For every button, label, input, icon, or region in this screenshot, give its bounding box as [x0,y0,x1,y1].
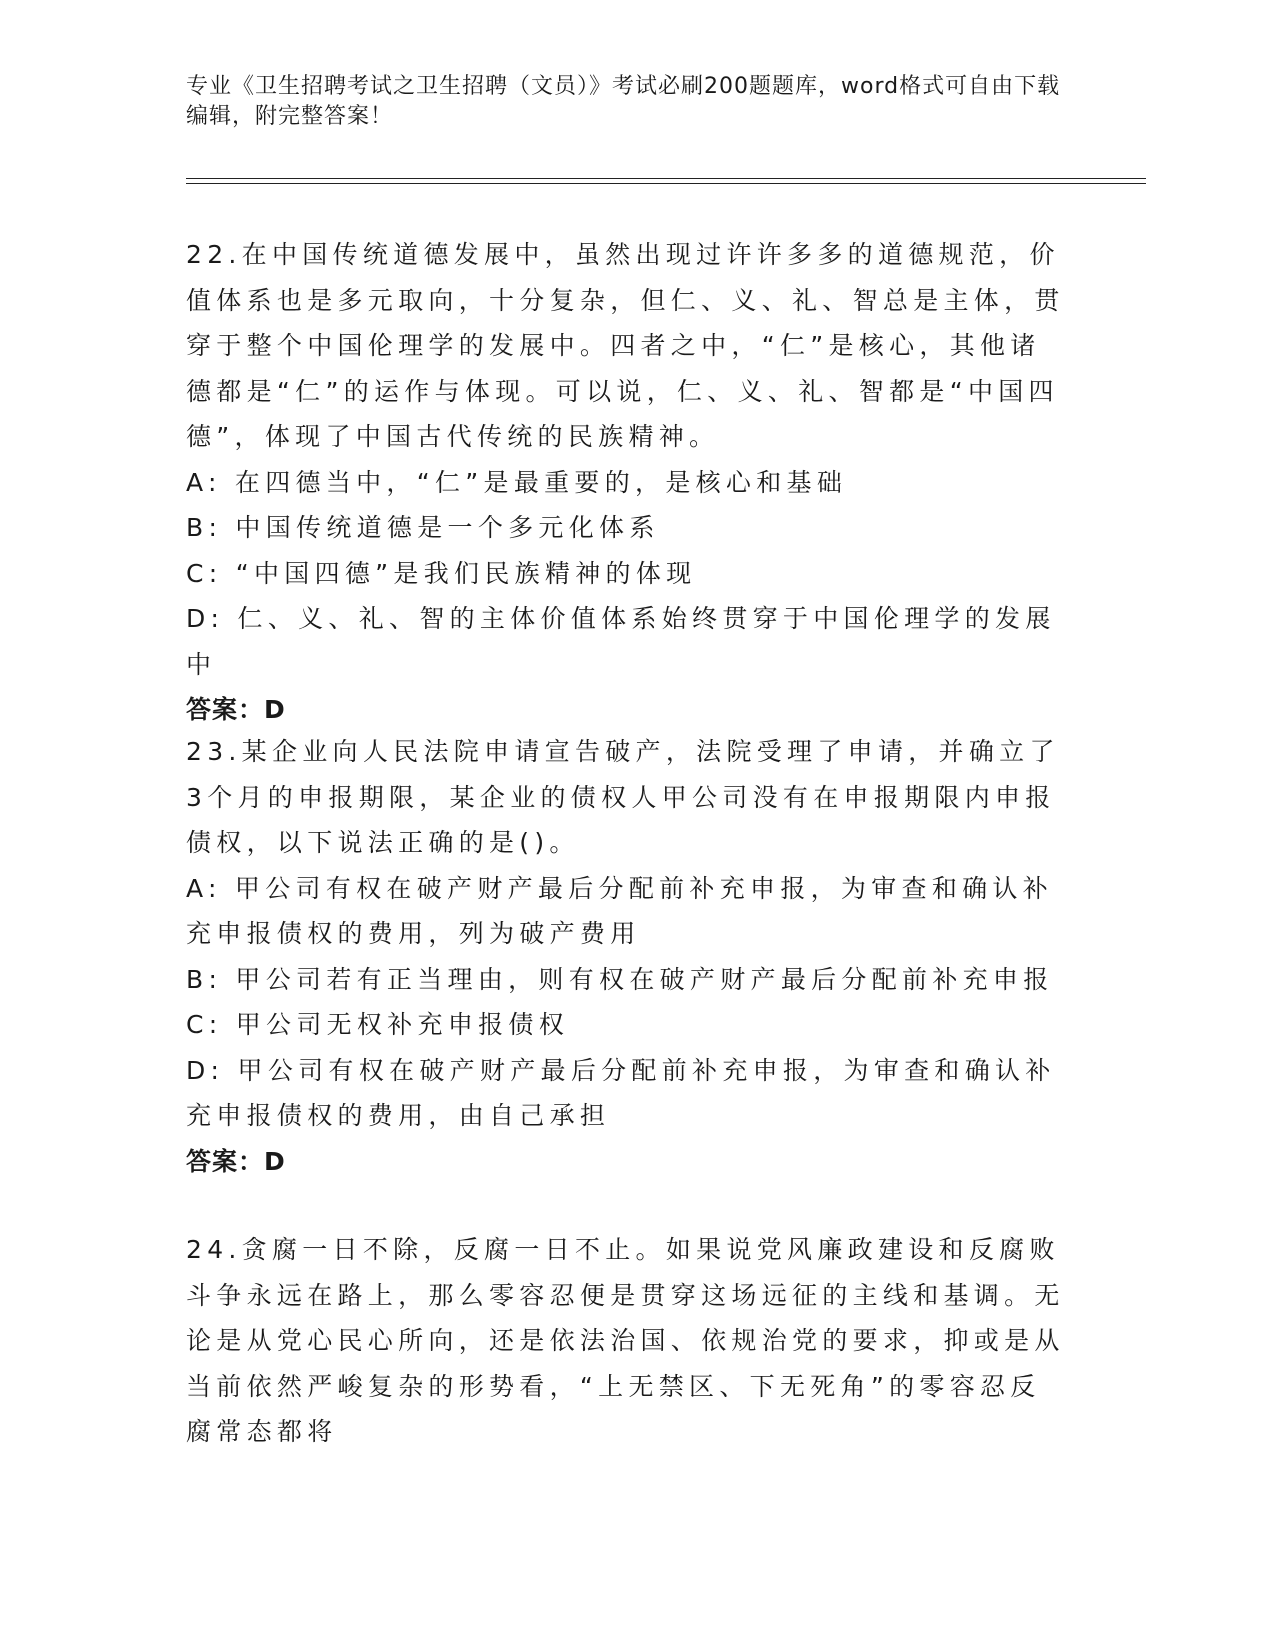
option-c: C: “中国四德”是我们民族精神的体现 [186,558,697,588]
option-d: D: 甲公司有权在破产财产最后分配前补充申报，为审查和确认补充申报债权的费用，由自己承担 [186,1055,1056,1130]
header-divider-bottom [186,183,1146,184]
question-stem: 23.某企业向人民法院申请宣告破产，法院受理了申请，并确立了3个月的申报期限，某企业的债权人甲公司没有在申报期限内申报债权，以下说法正确的是()。 [186,737,1060,857]
option-d: D: 仁、义、礼、智的主体价值体系始终贯穿于中国伦理学的发展中 [186,604,1056,679]
answer: 答案：D [186,695,286,724]
option-b: B: 甲公司若有正当理由，则有权在破产财产最后分配前补充申报 [186,964,1054,994]
option-c: C: 甲公司无权补充申报债权 [186,1010,570,1039]
question-23 [186,729,1066,1184]
answer: 答案：D [186,1146,286,1176]
question-22 [186,232,1066,733]
header-divider-top [186,178,1146,179]
option-a: A: 甲公司有权在破产财产最后分配前补充申报，为审查和确认补充申报债权的费用，列为破产费用 [186,873,1054,948]
option-a: A: 在四德当中，“仁”是最重要的，是核心和基础 [186,467,848,497]
option-b: B: 中国传统道德是一个多元化体系 [186,513,660,542]
question-stem: 22.在中国传统道德发展中，虽然出现过许许多多的道德规范，价值体系也是多元取向，十分复杂，但仁、义、礼、智总是主体，贯穿于整个中国伦理学的发展中。四者之中，“仁”是核心，其他诸德都是“仁”的运作与体现。可以说，仁、义、礼、智都是“中国四德”，体现了中国古代传统的民族精神。 [186,240,1065,451]
document-header: 专业《卫生招聘考试之卫生招聘（文员）》考试必刷200题题库，word格式可自由下载编辑，附完整答案！ [186,74,1061,129]
question-stem: 24.贪腐一日不除，反腐一日不止。如果说党风廉政建设和反腐败斗争永远在路上，那么零容忍便是贯穿这场远征的主线和基调。无论是从党心民心所向，还是依法治国、依规治党的要求，抑或是从当前依然严峻复杂的形势看，“上无禁区、下无死角”的零容忍反腐常态都将 [186,1235,1065,1446]
question-24 [186,1227,1066,1455]
